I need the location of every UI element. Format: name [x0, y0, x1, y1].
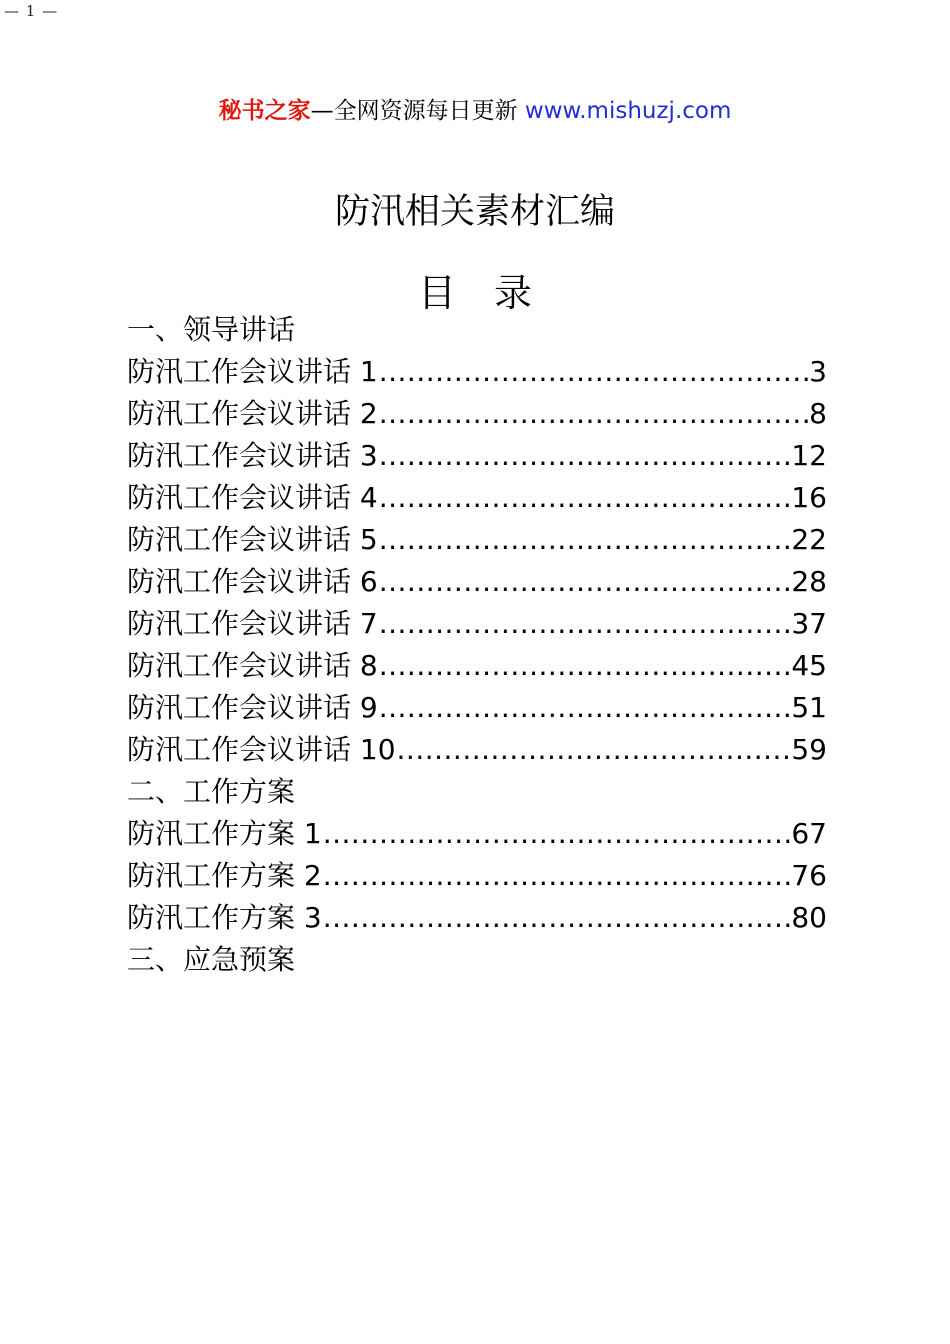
toc-entry[interactable] [127, 351, 827, 393]
toc-leader-dots [379, 435, 791, 477]
toc-entry-page: 37 [791, 607, 827, 640]
toc-entry[interactable] [127, 855, 827, 897]
toc-leader-dots [379, 393, 808, 435]
toc-entry-page: 67 [791, 817, 827, 850]
toc-entry-page: 76 [791, 859, 827, 892]
toc-entry-page: 12 [791, 439, 827, 472]
toc-entry-page: 80 [791, 901, 827, 934]
toc-leader-dots [323, 897, 791, 939]
toc-leader-dots [379, 645, 791, 687]
page-number: — 1 — [4, 2, 59, 20]
banner-url-link[interactable]: www.mishuzj.com [524, 98, 732, 124]
toc-entry-label: 防汛工作会议讲话 3 [127, 439, 378, 472]
toc-entry-page: 3 [809, 355, 827, 388]
toc-leader-dots [323, 813, 791, 855]
toc-leader-dots [379, 519, 791, 561]
site-banner [0, 92, 950, 125]
toc-entry[interactable] [127, 519, 827, 561]
toc-leader-dots [379, 603, 791, 645]
toc-entry[interactable] [127, 603, 827, 645]
toc-entry[interactable] [127, 645, 827, 687]
toc-entry-label: 防汛工作会议讲话 6 [127, 565, 378, 598]
toc-entry[interactable] [127, 435, 827, 477]
toc-entry-label: 防汛工作会议讲话 2 [127, 397, 378, 430]
toc-entry[interactable] [127, 813, 827, 855]
banner-slogan: —全网资源每日更新 [310, 98, 518, 124]
toc-heading: 目 录 [417, 271, 532, 315]
toc-entry-page: 16 [791, 481, 827, 514]
toc-entry[interactable] [127, 729, 827, 771]
document-title: 防汛相关素材汇编 [334, 192, 615, 232]
toc-leader-dots [379, 687, 791, 729]
toc-entry[interactable] [127, 477, 827, 519]
toc-section-heading: 二、工作方案 [127, 775, 296, 808]
toc-entry-label: 防汛工作会议讲话 4 [127, 481, 378, 514]
toc-section-heading: 一、领导讲话 [127, 313, 296, 346]
toc-entry-page: 45 [791, 649, 827, 682]
toc-leader-dots [379, 477, 791, 519]
toc-entry-label: 防汛工作会议讲话 7 [127, 607, 378, 640]
toc-entry-page: 59 [791, 733, 827, 766]
toc-entry[interactable] [127, 561, 827, 603]
toc-entry[interactable] [127, 897, 827, 939]
toc-entry-page: 22 [791, 523, 827, 556]
toc-entry-label: 防汛工作会议讲话 5 [127, 523, 378, 556]
toc-leader-dots [379, 351, 808, 393]
toc-entry-page: 51 [791, 691, 827, 724]
toc-entry-label: 防汛工作会议讲话 8 [127, 649, 378, 682]
toc-entry[interactable] [127, 393, 827, 435]
toc-leader-dots [379, 561, 791, 603]
toc-entry-label: 防汛工作会议讲话 9 [127, 691, 378, 724]
toc-entry[interactable] [127, 687, 827, 729]
toc-entry-page: 28 [791, 565, 827, 598]
toc-section-heading: 三、应急预案 [127, 943, 296, 976]
toc-entry-label: 防汛工作方案 1 [127, 817, 322, 850]
toc-entry-label: 防汛工作会议讲话 1 [127, 355, 378, 388]
toc-leader-dots [323, 855, 791, 897]
banner-brand: 秘书之家 [218, 98, 311, 124]
toc-leader-dots [397, 729, 791, 771]
toc-entry-page: 8 [809, 397, 827, 430]
toc-entry-label: 防汛工作会议讲话 10 [127, 733, 396, 766]
table-of-contents [127, 309, 827, 981]
toc-entry-label: 防汛工作方案 2 [127, 859, 322, 892]
toc-entry-label: 防汛工作方案 3 [127, 901, 322, 934]
